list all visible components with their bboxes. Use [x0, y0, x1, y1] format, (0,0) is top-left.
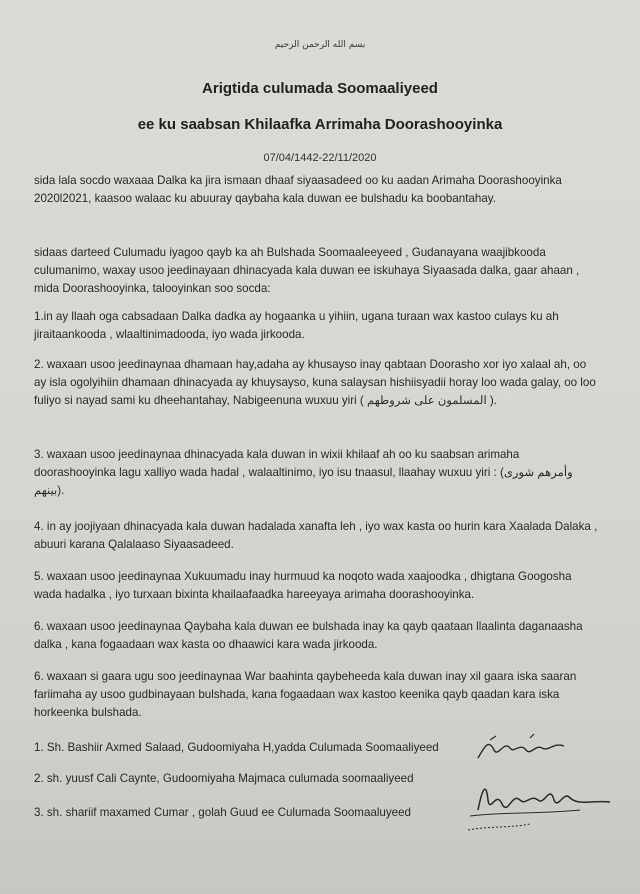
- recommendation-2: 2. waxaan usoo jeedinaynaa dhamaan hay,adaha ay khusayso inay qabtaan Doorasho xor iyo xalaal ah, oo ay isla ogolyihiin dhamaan dhinacyada ay khuysayso, kuna salaysan hishiisyadii horay loo wada galay, oo loo fuliyo si nayad sami ku dheehantahay, Nabigeenuna wuxuu yiri ( المسلمون على شروطهم ).: [34, 358, 596, 407]
- recommendation-7: 6. waxaan si gaara ugu soo jeedinaynaa War baahinta qaybeheeda kala duwan inay xil gaara iska saaran fariimaha ay usoo gudbinayaan bulshada, kana fogaadaan wax kastoo keenika qayb qaadan kara iska horkeenka bulshada.: [34, 670, 577, 719]
- basmala: بسم الله الرحمن الرحيم: [274, 40, 366, 50]
- recommendation-1: 1.in ay llaah oga cabsadaan Dalka dadka ay hogaanka u yihiin, ugana turaan wax kastoo culays ku ah jiraitaankooda , wlaaltinimadooda, iyo wada jirkooda.: [34, 310, 559, 341]
- recommendation-3: 3. waxaan usoo jeedinaynaa dhinacyada kala duwan in wixii khilaaf ah oo ku saabsan arimaha doorashooyinka lagu xalliyo wada hadal , walaaltinimo, iyo isu tnaasul, llaahay wuxuu yiri : (وأمرهم شورى بينهم).: [34, 448, 573, 497]
- signature-2: [460, 770, 620, 840]
- document-subtitle: ee ku saabsan Khilaafka Arrimaha Doorashooyinka: [137, 116, 503, 133]
- document-date: 07/04/1442-22/11/2020: [263, 152, 377, 164]
- recommendation-5: 5. waxaan usoo jeedinaynaa Xukuumadu inay hurmuud ka noqoto wada xaajoodka , dhigtana Googosha wada hadalka , iyo turxaan bixinta khailaafaadka hareeyaya arimaha doorashooyinka.: [34, 570, 572, 601]
- recommendation-6: 6. waxaan usoo jeedinaynaa Qaybaha kala duwan ee bulshada inay ka qayb qaataan llaalinta daganaasha dalka , kana fogaadaan wax kasta oo dhaawici kara wada jirkooda.: [34, 620, 583, 651]
- recommendation-4: 4. in ay joojiyaan dhinacyada kala duwan hadalada xanafta leh , iyo wax kasta oo hurin kara Xaalada Dalaka , abuuri karana Qalalaaso Siyaasadeed.: [34, 520, 598, 551]
- signatory-2: 2. sh. yuusf Cali Caynte, Gudoomiyaha Majmaca culumada soomaaliyeed: [34, 772, 414, 785]
- document-title: Arigtida culumada Soomaaliyeed: [202, 80, 438, 97]
- intro-paragraph: sida lala socdo waxaaa Dalka ka jira ismaan dhaaf siyaasadeed oo ku aadan Arimaha Doorashooyinka 2020l2021, kaasoo walaac ku abuuray qaybaha kala duwan ee bulshadu ka boobantahay.: [34, 174, 562, 205]
- signatory-1: 1. Sh. Bashiir Axmed Salaad, Gudoomiyaha H,yadda Culumada Soomaaliyeed: [34, 741, 439, 754]
- context-paragraph: sidaas darteed Culumadu iyagoo qayb ka ah Bulshada Soomaaleeyeed , Gudanayana waajibkooda culumanimo, waxay usoo jeedinayaan dhinacyada kala duwan ee iskuhaya Siyaasada dalka, gaar ahaan , mida Doorashooyinka, talooyinkan soo socda:: [34, 246, 580, 295]
- signatory-3: 3. sh. shariif maxamed Cumar , golah Guud ee Culumada Soomaaluyeed: [34, 806, 412, 819]
- signature-1: [470, 728, 570, 768]
